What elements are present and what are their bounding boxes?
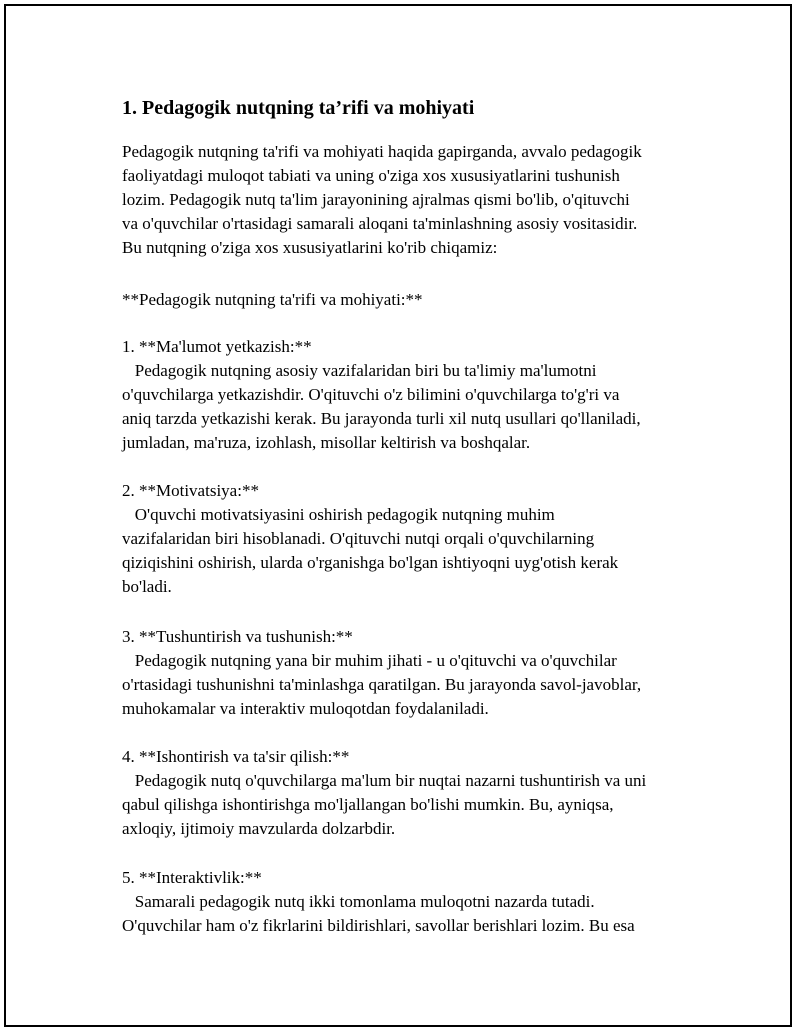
text-line: Pedagogik nutqning asosiy vazifalaridan biri bu ta'limiy ma'lumotni xyxy=(122,361,597,380)
text-line: o'quvchilarga yetkazishdir. O'qituvchi o'z bilimini o'quvchilarga to'g'ri va xyxy=(122,385,620,404)
text-line: qiziqishini oshirish, ularda o'rganishga bo'lgan ishtiyoqni uyg'otish kerak xyxy=(122,553,619,572)
document-heading: 1. Pedagogik nutqning ta’rifi va mohiyati xyxy=(122,97,475,119)
text-line: Samarali pedagogik nutq ikki tomonlama muloqotni nazarda tutadi. xyxy=(122,892,595,911)
text-line: Bu nutqning o'ziga xos xususiyatlarini ko'rib chiqamiz: xyxy=(122,238,498,257)
intro-paragraph xyxy=(122,140,642,260)
text-line: Pedagogik nutq o'quvchilarga ma'lum bir nuqtai nazarni tushuntirish va uni xyxy=(122,771,647,790)
text-line: qabul qilishga ishontirishga mo'ljallangan bo'lishi mumkin. Bu, ayniqsa, xyxy=(122,795,614,814)
text-line: lozim. Pedagogik nutq ta'lim jarayonining ajralmas qismi bo'lib, o'qituvchi xyxy=(122,190,630,209)
section-4 xyxy=(122,745,646,841)
text-line: jumladan, ma'ruza, izohlash, misollar keltirish va boshqalar. xyxy=(122,433,531,452)
text-line: O'quvchi motivatsiyasini oshirish pedagogik nutqning muhim xyxy=(122,505,555,524)
section-title: 1. **Ma'lumot yetkazish:** xyxy=(122,337,312,356)
section-5 xyxy=(122,866,635,938)
text-line: Pedagogik nutqning yana bir muhim jihati - u o'qituvchi va o'quvchilar xyxy=(122,651,617,670)
subheading-text: **Pedagogik nutqning ta'rifi va mohiyati:** xyxy=(122,290,423,309)
text-line: Pedagogik nutqning ta'rifi va mohiyati haqida gapirganda, avvalo pedagogik xyxy=(122,142,642,161)
section-title: 5. **Interaktivlik:** xyxy=(122,868,262,887)
text-line: aniq tarzda yetkazishi kerak. Bu jarayonda turli xil nutq usullari qo'llaniladi, xyxy=(122,409,641,428)
text-line: vazifalaridan biri hisoblanadi. O'qituvchi nutqi orqali o'quvchilarning xyxy=(122,529,595,548)
section-3 xyxy=(122,625,641,721)
section-1 xyxy=(122,335,641,455)
section-2 xyxy=(122,479,618,599)
section-title: 4. **Ishontirish va ta'sir qilish:** xyxy=(122,747,350,766)
section-title: 3. **Tushuntirish va tushunish:** xyxy=(122,627,353,646)
text-line: bo'ladi. xyxy=(122,577,172,596)
text-line: axloqiy, ijtimoiy mavzularda dolzarbdir. xyxy=(122,819,396,838)
section-title: 2. **Motivatsiya:** xyxy=(122,481,259,500)
text-line: faoliyatdagi muloqot tabiati va uning o'ziga xos xususiyatlarini tushunish xyxy=(122,166,620,185)
text-line: va o'quvchilar o'rtasidagi samarali aloqani ta'minlashning asosiy vositasidir. xyxy=(122,214,638,233)
text-line: O'quvchilar ham o'z fikrlarini bildirishlari, savollar berishlari lozim. Bu esa xyxy=(122,916,635,935)
text-line: o'rtasidagi tushunishni ta'minlashga qaratilgan. Bu jarayonda savol-javoblar, xyxy=(122,675,642,694)
text-line: muhokamalar va interaktiv muloqotdan foydalaniladi. xyxy=(122,699,489,718)
document-page xyxy=(4,4,792,1027)
subheading xyxy=(122,288,423,312)
